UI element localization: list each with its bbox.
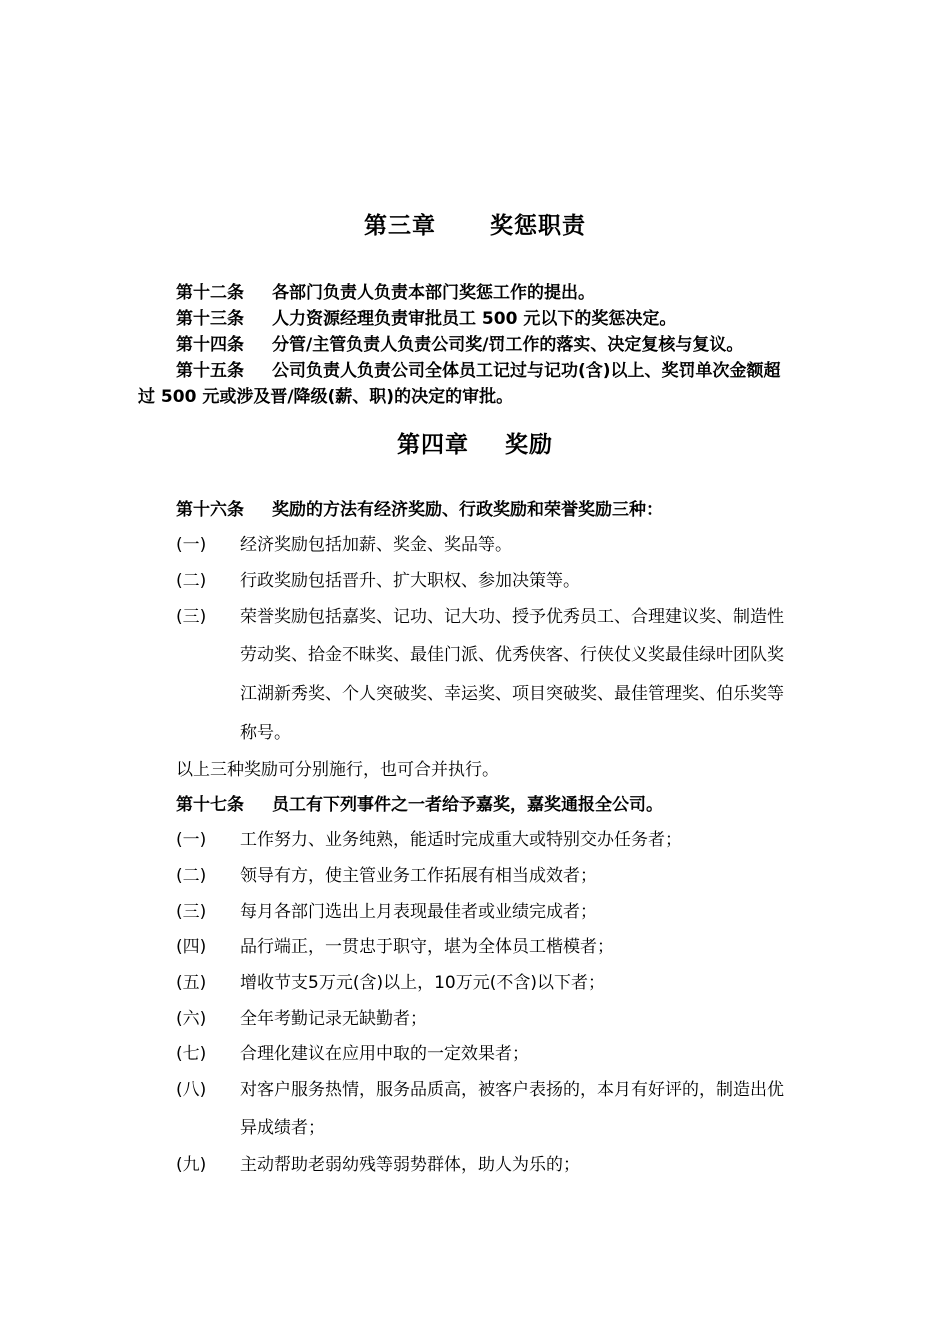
- item-marker: (二): [176, 866, 207, 886]
- item-text: 称号。: [240, 723, 291, 743]
- chapter-4-title: 第四章 奖励: [396, 432, 554, 458]
- item-text: 行政奖励包括晋升、扩大职权、参加决策等。: [240, 571, 580, 591]
- article-text: 公司负责人负责公司全体员工记过与记功(含)以上、奖罚单次金额超: [272, 361, 781, 381]
- item-text: 每月各部门选出上月表现最佳者或业绩完成者；: [240, 902, 597, 922]
- article-15-continuation: 过 500 元或涉及晋/降级(薪、职)的决定的审批。: [138, 387, 514, 407]
- item-text: 主动帮助老弱幼残等弱势群体，助人为乐的；: [240, 1155, 580, 1175]
- item-marker: (三): [176, 902, 207, 922]
- item-text: 荣誉奖励包括嘉奖、记功、记大功、授予优秀员工、合理建议奖、制造性: [240, 607, 784, 627]
- article-number: 第十七条: [176, 795, 244, 815]
- article-number: 第十四条: [176, 335, 244, 355]
- article-13: [176, 304, 676, 329]
- item-text: 异成绩者；: [240, 1118, 325, 1138]
- item-marker: (五): [176, 973, 207, 993]
- chapter-3-title: 第三章 奖惩职责: [363, 213, 587, 239]
- item-text: 品行端正，一贯忠于职守，堪为全体员工楷模者；: [240, 937, 614, 957]
- article-number: 第十二条: [176, 283, 244, 303]
- article-16: [176, 495, 663, 520]
- article-12: [176, 278, 595, 303]
- item-text: 合理化建议在应用中取的一定效果者；: [240, 1044, 529, 1064]
- item-text: 工作努力、业务纯熟，能适时完成重大或特别交办任务者；: [240, 830, 682, 850]
- article-text: 奖励的方法有经济奖励、行政奖励和荣誉奖励三种：: [272, 500, 663, 520]
- item-text: 经济奖励包括加薪、奖金、奖品等。: [240, 535, 512, 555]
- item-marker: (三): [176, 607, 207, 627]
- item-text: 江湖新秀奖、个人突破奖、幸运奖、项目突破奖、最佳管理奖、伯乐奖等: [240, 684, 784, 704]
- item-marker: (六): [176, 1009, 207, 1029]
- item-marker: (一): [176, 830, 207, 850]
- item-text: 对客户服务热情，服务品质高，被客户表扬的，本月有好评的，制造出优: [240, 1080, 784, 1100]
- item-marker: (四): [176, 937, 207, 957]
- article-number: 第十五条: [176, 361, 244, 381]
- item-marker: (七): [176, 1044, 207, 1064]
- item-marker: (九): [176, 1155, 207, 1175]
- article-text: 各部门负责人负责本部门奖惩工作的提出。: [272, 283, 595, 303]
- article-17: [176, 790, 663, 815]
- article-16-note: 以上三种奖励可分别施行，也可合并执行。: [176, 760, 499, 780]
- article-text: 分管/主管负责人负责公司奖/罚工作的落实、决定复核与复议。: [272, 335, 744, 355]
- article-number: 第十六条: [176, 500, 244, 520]
- item-marker: (八): [176, 1080, 207, 1100]
- item-text: 增收节支5万元(含)以上，10万元(不含)以下者；: [240, 973, 605, 993]
- item-marker: (二): [176, 571, 207, 591]
- item-text: 领导有方，使主管业务工作拓展有相当成效者；: [240, 866, 597, 886]
- article-text: 人力资源经理负责审批员工 500 元以下的奖惩决定。: [272, 309, 677, 329]
- item-text: 劳动奖、拾金不昧奖、最佳门派、优秀侠客、行侠仗义奖最佳绿叶团队奖: [240, 645, 784, 665]
- item-marker: (一): [176, 535, 207, 555]
- article-15: [176, 356, 781, 381]
- article-number: 第十三条: [176, 309, 244, 329]
- article-14: [176, 330, 743, 355]
- article-text: 员工有下列事件之一者给予嘉奖，嘉奖通报全公司。: [272, 795, 663, 815]
- item-text: 全年考勤记录无缺勤者；: [240, 1009, 427, 1029]
